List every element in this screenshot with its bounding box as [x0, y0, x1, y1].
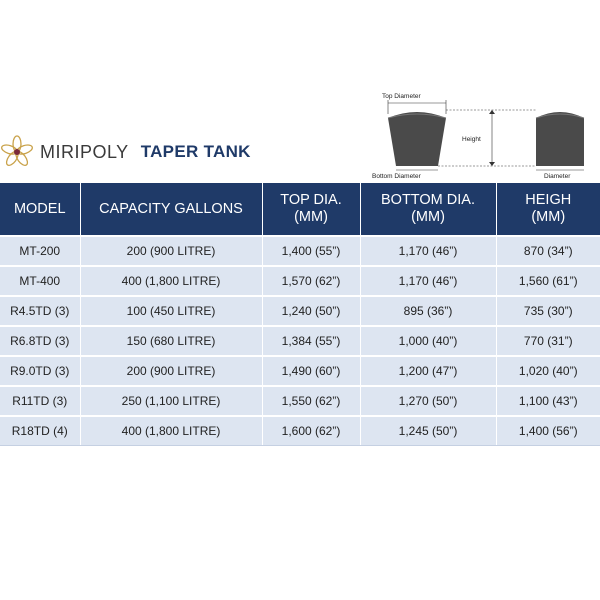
height-label: Height — [462, 136, 481, 143]
column-header-text: CAPACITY GALLONS — [99, 200, 243, 217]
column-header-text: BOTTOM DIA. — [381, 192, 475, 208]
table-cell-model: R6.8TD (3) — [0, 326, 80, 356]
table-cell-model: R4.5TD (3) — [0, 296, 80, 326]
brand-header — [0, 132, 251, 172]
straight-tank-icon — [536, 112, 584, 166]
column-header-text: MODEL — [13, 200, 66, 217]
table-row — [0, 296, 600, 326]
table-cell-capacity: 200 (900 LITRE) — [80, 236, 262, 266]
column-header-unit: (MM) — [411, 209, 445, 225]
table-cell-capacity: 150 (680 LITRE) — [80, 326, 262, 356]
table-cell-model: R18TD (4) — [0, 416, 80, 446]
table-cell-height: 770 (31”) — [496, 326, 600, 356]
table-body — [0, 236, 600, 446]
table-cell-bottom-dia: 1,270 (50”) — [360, 386, 496, 416]
table-cell-bottom-dia: 1,170 (46”) — [360, 236, 496, 266]
column-header-height — [496, 183, 600, 236]
table-cell-top-dia: 1,384 (55”) — [262, 326, 360, 356]
table-cell-capacity: 400 (1,800 LITRE) — [80, 266, 262, 296]
table-cell-model: MT-400 — [0, 266, 80, 296]
table-cell-model: R9.0TD (3) — [0, 356, 80, 386]
table-cell-top-dia: 1,400 (55”) — [262, 236, 360, 266]
table-cell-capacity: 400 (1,800 LITRE) — [80, 416, 262, 446]
table-cell-height: 1,100 (43”) — [496, 386, 600, 416]
product-title: TAPER TANK — [140, 142, 251, 161]
table-row — [0, 236, 600, 266]
table-cell-height: 1,400 (56”) — [496, 416, 600, 446]
column-header-unit: (MM) — [531, 209, 566, 225]
table-header-row — [0, 183, 600, 236]
table-row — [0, 386, 600, 416]
column-header-bottom-dia — [360, 183, 496, 236]
table-cell-top-dia: 1,600 (62”) — [262, 416, 360, 446]
diameter-label: Diameter — [544, 173, 571, 180]
table-cell-top-dia: 1,570 (62”) — [262, 266, 360, 296]
table-row — [0, 266, 600, 296]
table-cell-bottom-dia: 1,200 (47”) — [360, 356, 496, 386]
table-cell-height: 1,560 (61”) — [496, 266, 600, 296]
table-cell-capacity: 100 (450 LITRE) — [80, 296, 262, 326]
spec-table — [0, 183, 600, 446]
table-cell-bottom-dia: 1,245 (50”) — [360, 416, 496, 446]
bottom-diameter-label: Bottom Diameter — [372, 173, 421, 180]
table-cell-height: 870 (34”) — [496, 236, 600, 266]
table-cell-bottom-dia: 895 (36”) — [360, 296, 496, 326]
table-row — [0, 356, 600, 386]
table-cell-top-dia: 1,490 (60”) — [262, 356, 360, 386]
table-cell-top-dia: 1,240 (50”) — [262, 296, 360, 326]
table-cell-capacity: 200 (900 LITRE) — [80, 356, 262, 386]
table-cell-height: 1,020 (40”) — [496, 356, 600, 386]
table-cell-model: R11TD (3) — [0, 386, 80, 416]
column-header-unit: (MM) — [294, 209, 328, 225]
column-header-model — [0, 183, 80, 236]
table-cell-bottom-dia: 1,000 (40”) — [360, 326, 496, 356]
table-row — [0, 416, 600, 446]
taper-tank-icon — [388, 112, 446, 166]
top-diameter-label: Top Diameter — [382, 93, 421, 100]
column-header-text: HEIGH — [525, 192, 572, 208]
table-row — [0, 326, 600, 356]
column-header-text: TOP DIA. — [280, 192, 342, 208]
table-cell-capacity: 250 (1,100 LITRE) — [80, 386, 262, 416]
table-cell-bottom-dia: 1,170 (46”) — [360, 266, 496, 296]
column-header-top-dia — [262, 183, 360, 236]
table-cell-model: MT-200 — [0, 236, 80, 266]
tank-diagram — [360, 88, 600, 180]
flower-logo-icon — [0, 135, 34, 169]
table-cell-height: 735 (30”) — [496, 296, 600, 326]
table-cell-top-dia: 1,550 (62”) — [262, 386, 360, 416]
brand-name: MIRIPOLY — [40, 141, 129, 162]
column-header-capacity — [80, 183, 262, 236]
